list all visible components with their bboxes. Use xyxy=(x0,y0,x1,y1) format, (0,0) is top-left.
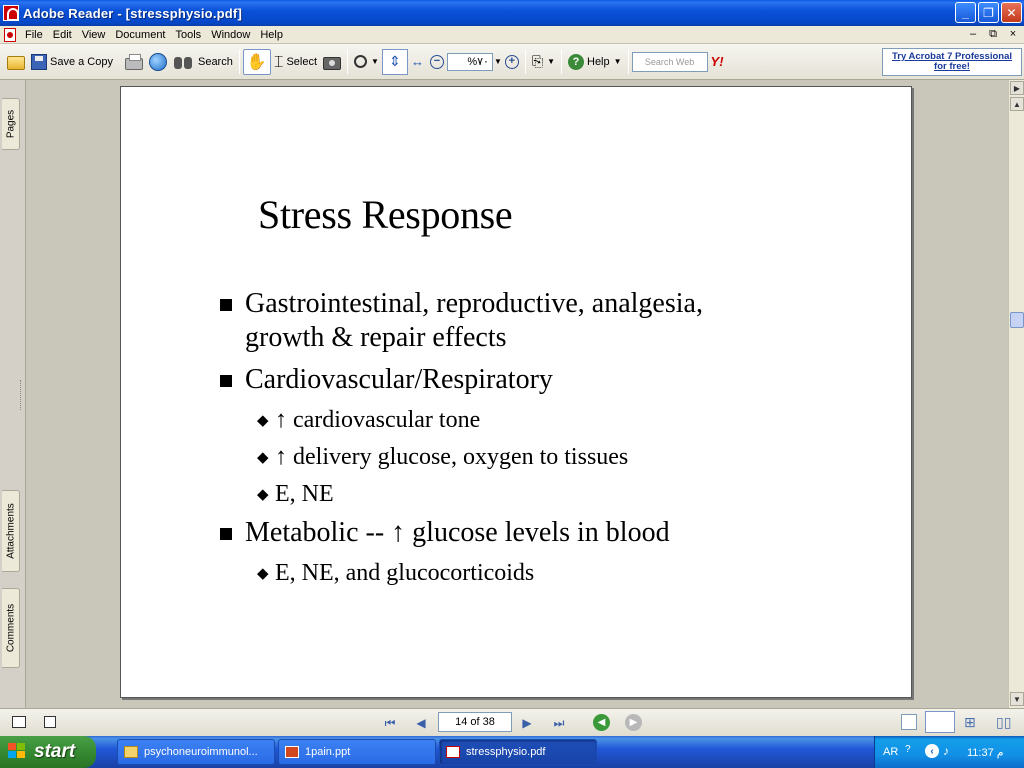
fit-width-icon: ↔ xyxy=(410,54,424,69)
document-view[interactable] xyxy=(26,80,1008,708)
previous-page-button[interactable] xyxy=(412,715,430,731)
bullet-text-continued: growth & repair effects xyxy=(245,322,507,353)
save-copy-label: Save a Copy xyxy=(50,55,113,68)
scroll-down-button[interactable] xyxy=(1010,692,1024,706)
square-bullet-icon xyxy=(220,299,232,311)
fit-page-icon: ⇕ xyxy=(389,53,401,69)
menu-help[interactable]: Help xyxy=(260,28,283,41)
binoculars-icon xyxy=(173,53,195,71)
last-page-icon: ⏭ xyxy=(553,715,565,730)
plus-icon: + xyxy=(505,55,519,69)
menu-bar xyxy=(0,26,1024,44)
bullet-item xyxy=(219,516,879,550)
email-globe-icon xyxy=(149,53,167,71)
single-page-layout-button[interactable] xyxy=(901,714,917,730)
hand-tool-button[interactable] xyxy=(243,49,271,75)
bullet-text: Cardiovascular/Respiratory xyxy=(245,364,553,395)
scroll-thumb[interactable] xyxy=(1010,312,1024,328)
navigation-pane xyxy=(0,80,26,708)
triangle-right-icon: ▶ xyxy=(1013,83,1021,93)
sub-bullet-text: ↑ cardiovascular tone xyxy=(275,407,481,433)
system-tray xyxy=(874,736,1024,768)
first-page-icon: ⏮ xyxy=(384,715,396,730)
zoom-level-input[interactable]: %٧٠ xyxy=(447,53,493,71)
go-forward-button[interactable] xyxy=(625,714,642,731)
task-label: psychoneuroimmunol... xyxy=(144,746,258,758)
diamond-bullet-icon: ◆ xyxy=(257,450,269,466)
diamond-bullet-icon: ◆ xyxy=(257,566,269,582)
tab-comments-label: Comments xyxy=(5,603,16,653)
restore-button[interactable]: ❐ xyxy=(978,2,999,23)
yahoo-search-button[interactable] xyxy=(708,48,727,76)
floppy-disk-icon xyxy=(31,54,47,70)
scroll-up-arrow[interactable] xyxy=(1010,97,1024,111)
chevron-down-icon: ▼ xyxy=(547,57,555,66)
start-label: start xyxy=(34,741,76,762)
chevron-down-icon[interactable]: ▼ xyxy=(493,57,502,66)
slide-title: Stress Response xyxy=(258,192,513,237)
sub-bullet-text: E, NE xyxy=(275,481,334,507)
menu-view[interactable]: View xyxy=(81,28,106,41)
language-indicator[interactable]: AR xyxy=(883,746,899,758)
continuous-layout-button[interactable] xyxy=(925,711,955,733)
page-number-input[interactable]: 14 of 38 xyxy=(438,712,512,732)
hand-icon: ✋ xyxy=(246,53,267,71)
scroll-up-button[interactable] xyxy=(1010,81,1024,95)
square-bullet-icon xyxy=(220,375,232,387)
menu-file[interactable]: File xyxy=(25,28,43,41)
select-tool-button[interactable] xyxy=(271,48,320,76)
start-button[interactable] xyxy=(0,736,96,768)
promo-line-2: for free! xyxy=(934,61,970,72)
taskbar-item-powerpoint[interactable] xyxy=(278,739,436,765)
pane-resize-handle[interactable] xyxy=(20,380,23,410)
document-properties-icon[interactable] xyxy=(44,716,56,728)
taskbar xyxy=(0,736,1024,768)
sub-bullet-item xyxy=(219,479,879,509)
triangle-right-icon: ▶ xyxy=(522,716,532,730)
document-window-controls xyxy=(966,28,1020,41)
sub-bullet-item xyxy=(219,405,879,435)
monitor-icon[interactable] xyxy=(12,716,26,728)
rotate-view-button[interactable] xyxy=(529,48,558,76)
fit-width-button[interactable] xyxy=(408,48,427,76)
bullet-list xyxy=(219,287,879,595)
windows-logo-icon xyxy=(8,743,28,761)
chevron-down-icon: ▼ xyxy=(613,57,622,66)
minimize-button[interactable]: _ xyxy=(955,2,976,23)
yahoo-logo-icon: Y! xyxy=(710,54,724,69)
select-label: Select xyxy=(286,55,318,68)
search-button[interactable] xyxy=(170,48,236,76)
toolbar-separator xyxy=(347,50,348,74)
go-back-button[interactable] xyxy=(593,714,610,731)
magnifier-icon xyxy=(354,55,367,68)
toolbar-separator xyxy=(239,50,240,74)
status-bar xyxy=(0,708,1024,736)
language-bar-icon[interactable]: ? xyxy=(905,744,911,755)
toolbar-separator xyxy=(628,50,629,74)
folder-open-icon xyxy=(7,56,25,70)
zoom-tool-button[interactable] xyxy=(351,48,382,76)
doc-close-button[interactable]: × xyxy=(1009,28,1017,40)
minus-icon: − xyxy=(430,55,444,69)
bullet-item xyxy=(219,287,879,355)
continuous-facing-layout-button[interactable] xyxy=(996,714,1012,730)
volume-icon[interactable]: ♪ xyxy=(943,744,949,758)
camera-icon xyxy=(323,57,341,70)
window-controls xyxy=(955,2,1022,23)
next-page-button[interactable] xyxy=(518,715,536,731)
tab-comments[interactable] xyxy=(2,588,20,668)
email-button[interactable] xyxy=(146,48,170,76)
show-hidden-icons-button[interactable]: ‹ xyxy=(925,744,939,758)
doc-minimize-button[interactable]: – xyxy=(969,28,977,40)
folder-icon xyxy=(124,746,138,758)
taskbar-item-folder[interactable] xyxy=(117,739,275,765)
actual-size-button[interactable] xyxy=(382,49,408,75)
search-web-input[interactable]: Search Web xyxy=(632,52,708,72)
toolbar-separator xyxy=(525,50,526,74)
menu-tools[interactable]: Tools xyxy=(175,28,202,41)
tab-attachments-label: Attachments xyxy=(5,503,16,559)
adobe-reader-icon xyxy=(3,5,19,21)
diamond-bullet-icon: ◆ xyxy=(257,487,269,503)
bullet-item xyxy=(219,363,879,397)
sub-bullet-text: ↑ delivery glucose, oxygen to tissues xyxy=(275,444,629,470)
task-label: stressphysio.pdf xyxy=(466,746,546,758)
facing-layout-button[interactable] xyxy=(964,714,980,730)
tab-pages[interactable] xyxy=(2,98,20,150)
chevron-down-icon[interactable]: ▼ xyxy=(371,57,379,66)
open-button[interactable] xyxy=(4,48,28,76)
print-button[interactable] xyxy=(122,48,146,76)
triangle-down-icon: ▼ xyxy=(1013,694,1021,704)
toolbar-separator xyxy=(561,50,562,74)
last-page-button[interactable] xyxy=(550,715,568,731)
bullet-text: Gastrointestinal, reproductive, analgesia, xyxy=(245,288,703,319)
help-label: Help xyxy=(587,55,610,68)
facing-pages-icon: ⊞ xyxy=(964,714,976,730)
save-copy-button[interactable] xyxy=(28,48,116,76)
zoom-out-button[interactable] xyxy=(427,48,447,76)
printer-icon xyxy=(125,58,143,70)
tab-attachments[interactable] xyxy=(2,490,20,572)
continuous-facing-icon: ▯▯ xyxy=(996,714,1012,730)
doc-restore-button[interactable]: ⧉ xyxy=(989,28,997,40)
task-label: 1pain.ppt xyxy=(305,746,351,758)
sub-bullet-item xyxy=(219,442,879,472)
menu-document[interactable]: Document xyxy=(115,28,166,41)
menu-window[interactable]: Window xyxy=(211,28,251,41)
powerpoint-icon xyxy=(285,746,299,758)
promo-line-1: Try Acrobat 7 Professional xyxy=(891,51,1013,63)
triangle-up-icon: ▲ xyxy=(1013,99,1021,109)
help-icon: ? xyxy=(568,54,584,70)
sub-bullet-text: E, NE, and glucocorticoids xyxy=(275,560,535,586)
acrobat-promo-link[interactable] xyxy=(882,48,1022,76)
title-bar xyxy=(0,0,1024,26)
menu-edit[interactable]: Edit xyxy=(52,28,72,41)
snapshot-button[interactable] xyxy=(320,48,344,76)
zoom-in-button[interactable] xyxy=(502,48,522,76)
first-page-button[interactable] xyxy=(381,715,399,731)
clock: 11:37 م xyxy=(967,747,1004,759)
close-button[interactable]: ✕ xyxy=(1001,2,1022,23)
pdf-icon xyxy=(446,746,460,758)
search-label: Search xyxy=(197,55,233,68)
window-title: Adobe Reader - [stressphysio.pdf] xyxy=(23,5,242,21)
diamond-bullet-icon: ◆ xyxy=(257,413,269,429)
triangle-left-icon: ◀ xyxy=(416,716,426,730)
toolbar xyxy=(0,44,1024,80)
sub-bullet-item xyxy=(219,558,879,588)
square-bullet-icon xyxy=(220,528,232,540)
tab-pages-label: Pages xyxy=(5,109,16,139)
vertical-scrollbar[interactable] xyxy=(1008,80,1024,708)
arrow-left-icon: ◀ xyxy=(597,717,606,728)
pdf-page xyxy=(120,86,912,698)
document-icon[interactable] xyxy=(4,28,16,42)
rotate-pages-icon: ⎘ xyxy=(531,53,544,69)
bullet-text: Metabolic -- ↑ glucose levels in blood xyxy=(245,517,670,548)
text-cursor-icon: ⌶ xyxy=(273,51,284,71)
help-button[interactable] xyxy=(565,48,625,76)
taskbar-item-adobe-reader[interactable] xyxy=(439,739,597,765)
arrow-right-icon: ▶ xyxy=(629,717,638,728)
